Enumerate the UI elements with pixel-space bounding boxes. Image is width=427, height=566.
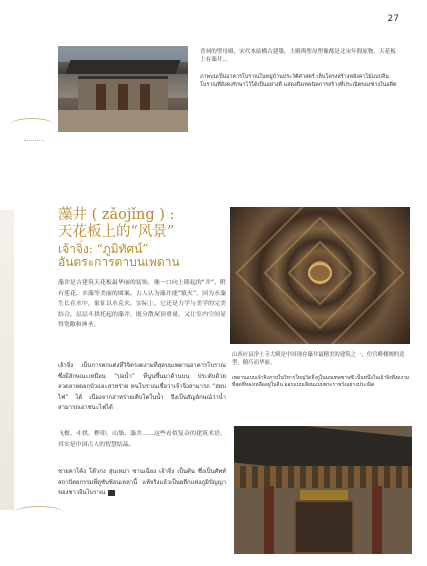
decorative-dots <box>24 140 44 144</box>
ancient-building-photo <box>58 46 188 132</box>
photo-plaque <box>300 490 348 500</box>
photo-door <box>140 84 150 110</box>
body-paragraph-thai-1: เจ้าจิ่ง เป็นการตกแต่งที่วิจิตรงดงามที่สุดบนเพดานอาคารโบราณ ซึ่งมีลักษณะเหมือน “บ่อน้ำ” ที่นูนขึ้นมาด้านบน ประดับด้วยลวดลายดอกบัวและสาหร่าย คนโบราณเชื่อว่าเจ้าจิ่งสามารถ “สยบไฟ” ได้ เนื่องจากสาหร่ายเติบโตในน้ำ จึงเป็นสัญลักษณ์ว่าน้ำสามารถเอาชนะไฟได้ <box>58 363 226 412</box>
body-paragraph-thai-2 <box>58 467 226 499</box>
body-paragraph-chinese-1: 藻井是古建筑天花板最华丽的装饰，像一口向上隆起的“井”，附有莲花、水藻等美丽的图案。古人认为藻井能“镇火”，因为水藻生长在水中，象征以水克火。实际上，它还是力学与美学的完美结合，层层斗拱托起的藻井，既分散屋顶重量，又让室内空间显得宽敞和神圣。 <box>58 280 226 329</box>
photo-door <box>118 84 128 110</box>
decorative-curve <box>10 118 54 132</box>
photo-door <box>96 84 106 110</box>
section-title-thai: เจ้าจิ่ง: “ภูมิทัศน์” อันตระการตาบนเพดาน <box>58 242 180 269</box>
section-title-chinese: 藻井 ( zǎojǐng ) : 天花板上的“风景” <box>58 207 175 240</box>
dragon-centerpiece <box>308 263 332 283</box>
photo-door <box>294 500 354 554</box>
caisson-ceiling-photo <box>230 207 410 344</box>
page-number: 27 <box>387 14 399 24</box>
decorative-curve-bottom <box>14 506 64 520</box>
photo-pillar <box>264 486 274 554</box>
book-end-icon <box>108 490 115 496</box>
body-paragraph-thai-2-text: ชายคาโค้ง โต้วก่ง สุ่นเหม่า ซานเฉียง เจ้าจิ่ง เป็นต้น ซึ่งเป็นศัพท์สถาปัตยกรรมที่ดูซับซ้อนเหล่านี้ แท้จริงแล้วเป็นผลึกแห่งภูมิปัญญาของชาวจีนโบราณ <box>58 469 226 497</box>
ceiling-caption-thai: เพดานแบบเจ้าจิ่งภายในวิหารใหญ่วัดจิ้งถู่ในมณฑลซานซี เป็นหนึ่งในเจ้าจิ่งที่งดงามที่สุดที่หลงเหลืออยู่ในจีน ออกแบบเลียนแบบพระราชวังอย่างประณีต <box>232 375 410 388</box>
body-paragraph-chinese-2: 飞檐、斗拱、榫卯、山墙、藻井……这些看似复杂的建筑术语，其实是中国古人的智慧结晶。 <box>58 431 226 448</box>
photo-pillar <box>372 486 382 554</box>
photo-dougong-brackets <box>234 466 412 488</box>
photo-roof <box>65 60 180 74</box>
top-photo-caption-thai: ภาพบนเป็นอาคารโบราณในหมู่บ้านประวัติศาสตร์ เห็นโครงสร้างหลังคาไม้แบบจีนโบราณที่ยังคงรักษาไว้ได้เป็นอย่างดี แสดงถึงเทคนิคการสร้างที่ประณีตของช่างในอดีต <box>200 74 397 88</box>
side-decoration-strip <box>0 210 14 510</box>
ceiling-caption-chinese: 山西应县净土寺大殿是中国现存藻井最精美的建筑之一，仿宫殿楼阁的造型，精巧而华丽。 <box>232 352 405 366</box>
temple-facade-photo <box>234 426 412 554</box>
top-photo-caption-chinese: 晋祠的聖母殿，宋代木結構古建築，主殿與聖母塑像都是北宋年間原物。天花板上有藻井... <box>200 49 396 63</box>
photo-ground <box>58 110 188 132</box>
